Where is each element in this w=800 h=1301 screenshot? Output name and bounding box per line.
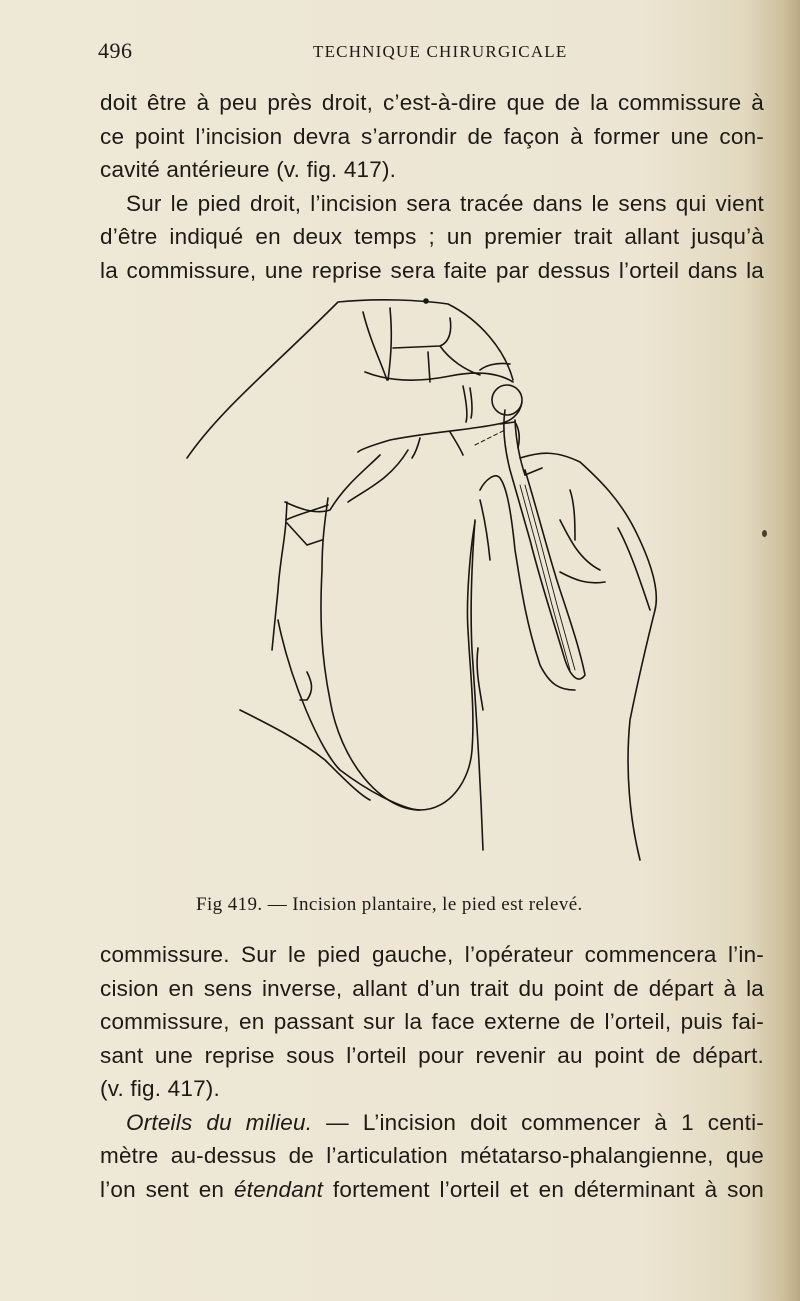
section-heading: Orteils du milieu. [126, 1109, 313, 1135]
text-line: la commissure, une reprise sera faite par dessus l’orteil dans la [100, 257, 764, 283]
text-line: cision en sens inverse, allant d’un trait du point de départ à la [100, 975, 764, 1001]
text-line: d’être indiqué en deux temps ; un premier trait allant jusqu’à [100, 224, 764, 249]
text-line [100, 1173, 764, 1207]
text-line: cavité antérieure (v. fig. 417). [100, 157, 397, 182]
ink-speck [762, 530, 767, 537]
text-fragment: fortement l’orteil et en déterminant à son [323, 1176, 764, 1202]
text-fragment: l’on sent en [100, 1176, 234, 1202]
text-line: (v. fig. 417). [100, 1076, 220, 1101]
text-line: commissure, en passant sur la face externe de l’orteil, puis fai- [100, 1009, 764, 1034]
section-line-text: — L’incision doit commencer à 1 centi- [312, 1109, 764, 1135]
running-head [98, 38, 788, 68]
figure-419-illustration [180, 290, 700, 890]
text-line: sant une reprise sous l’orteil pour revenir au point de départ. [100, 1042, 764, 1068]
paragraph-top [100, 86, 764, 287]
page-number: 496 [98, 38, 133, 63]
emphasis-text: étendant [233, 1176, 324, 1202]
text-line: ce point l’incision devra s’arrondir de façon à former une con- [100, 123, 764, 149]
figure-caption: Fig 419. — Incision plantaire, le pied est relevé. [196, 894, 583, 915]
section-line [100, 1106, 764, 1140]
text-line: commissure. Sur le pied gauche, l’opérateur commencera l’in- [100, 942, 764, 967]
text-line: doit être à peu près droit, c’est-à-dire que de la commissure à [100, 90, 764, 115]
paragraph-bottom [100, 938, 764, 1206]
running-title: TECHNIQUE CHIRURGICALE [313, 42, 568, 61]
text-line: mètre au-dessus de l’articulation métatarso-phalangienne, que [100, 1143, 764, 1168]
hand-toe-scalpel-drawing [180, 290, 700, 890]
text-line: Sur le pied droit, l’incision sera tracée dans le sens qui vient [126, 190, 764, 216]
